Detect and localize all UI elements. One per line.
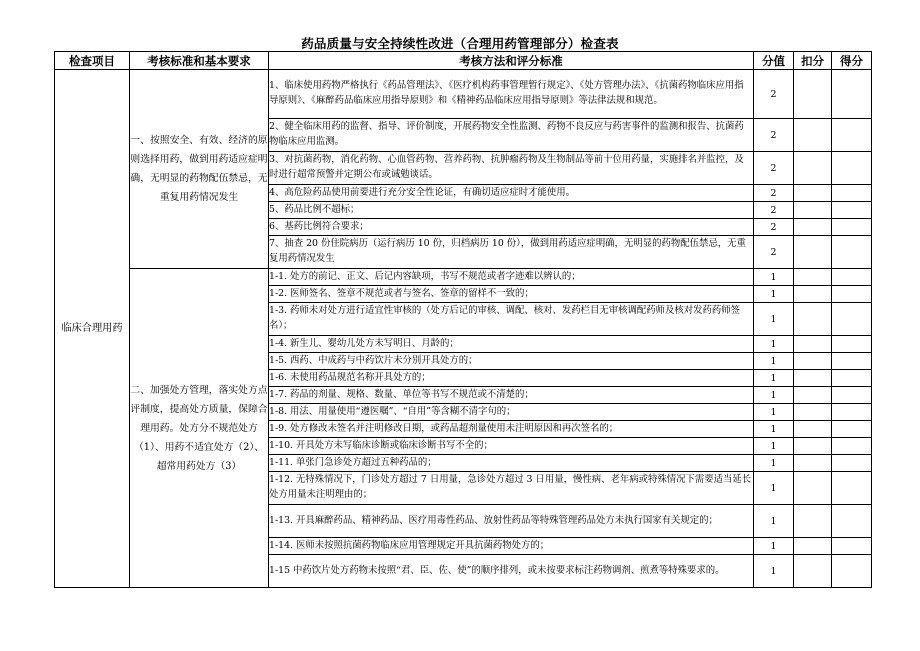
method-cell: 1-9. 处方修改未签名并注明修改日期，或药品超剂量使用未注明原因和再次签名的； (269, 421, 754, 438)
deduct-cell[interactable] (794, 219, 832, 236)
deduct-cell[interactable] (794, 303, 832, 336)
inspection-table (54, 51, 872, 588)
header-standard: 考核标准和基本要求 (130, 52, 269, 70)
deduct-cell[interactable] (794, 353, 832, 370)
standard-cell-1: 一、按照安全、有效、经济的原则选择用药，做到用药适应症明确，无明显的药物配伍禁忌，无重复用药情况发生 (130, 70, 269, 269)
result-cell[interactable] (832, 455, 872, 472)
score-cell: 2 (754, 152, 794, 185)
method-cell: 3、对抗菌药物，消化药物、心血管药物、营养药物、抗肿瘤药物及生物制品等前十位用药量，实施排名并监控，及时进行超常预警并定期公布或诫勉谈话。 (269, 152, 754, 185)
score-cell: 1 (754, 370, 794, 387)
method-cell: 1-6. 未使用药品规范名称开具处方的； (269, 370, 754, 387)
result-cell[interactable] (832, 185, 872, 202)
score-cell: 1 (754, 438, 794, 455)
score-cell: 2 (754, 219, 794, 236)
deduct-cell[interactable] (794, 185, 832, 202)
deduct-cell[interactable] (794, 438, 832, 455)
header-deduct: 扣分 (794, 52, 832, 70)
result-cell[interactable] (832, 555, 872, 588)
deduct-cell[interactable] (794, 370, 832, 387)
standard-cell-2: 二、加强处方管理，落实处方点评制度，提高处方质量，保障合理用药。处方分不规范处方（1）、用药不适宜处方（2）、超常用药处方（3） (130, 269, 269, 588)
result-cell[interactable] (832, 538, 872, 555)
result-cell[interactable] (832, 70, 872, 119)
method-cell: 1、临床使用药物严格执行《药品管理法》、《医疗机构药事管理暂行规定》、《处方管理办法》、《抗菌药物临床应用指导原则》、《麻醉药品临床应用指导原则》和《精神药品临床应用指导原则》等法律法规和规范。 (269, 70, 754, 119)
result-cell[interactable] (832, 472, 872, 505)
score-cell: 2 (754, 185, 794, 202)
result-cell[interactable] (832, 202, 872, 219)
score-cell: 1 (754, 303, 794, 336)
result-cell[interactable] (832, 438, 872, 455)
result-cell[interactable] (832, 336, 872, 353)
score-cell: 1 (754, 505, 794, 538)
header-method: 考核方法和评分标准 (269, 52, 754, 70)
result-cell[interactable] (832, 236, 872, 269)
score-cell: 1 (754, 472, 794, 505)
method-cell: 1-15 中药饮片处方药物未按照“君、臣、佐、使”的顺序排列，或未按要求标注药物调剂、煎煮等特殊要求的。 (269, 555, 754, 588)
method-cell: 1-8. 用法、用量使用“遵医嘱”、“自用”等含糊不清字句的； (269, 404, 754, 421)
header-row (55, 52, 872, 70)
method-cell: 1-10. 开具处方未写临床诊断或临床诊断书写不全的； (269, 438, 754, 455)
header-category: 检查项目 (55, 52, 130, 70)
result-cell[interactable] (832, 421, 872, 438)
score-cell: 1 (754, 269, 794, 286)
method-cell: 1-13. 开具麻醉药品、精神药品、医疗用毒性药品、放射性药品等特殊管理药品处方未执行国家有关规定的； (269, 505, 754, 538)
method-cell: 1-1. 处方的前记、正文、后记内容缺项，书写不规范或者字迹难以辨认的； (269, 269, 754, 286)
score-cell: 1 (754, 353, 794, 370)
method-cell: 1-14. 医师未按照抗菌药物临床应用管理规定开具抗菌药物处方的； (269, 538, 754, 555)
deduct-cell[interactable] (794, 269, 832, 286)
result-cell[interactable] (832, 387, 872, 404)
result-cell[interactable] (832, 404, 872, 421)
method-cell: 1-5. 西药、中成药与中药饮片未分别开具处方的； (269, 353, 754, 370)
method-cell: 1-4. 新生儿、婴幼儿处方未写明日、月龄的； (269, 336, 754, 353)
score-cell: 1 (754, 421, 794, 438)
deduct-cell[interactable] (794, 555, 832, 588)
deduct-cell[interactable] (794, 387, 832, 404)
deduct-cell[interactable] (794, 472, 832, 505)
result-cell[interactable] (832, 152, 872, 185)
deduct-cell[interactable] (794, 119, 832, 152)
score-cell: 1 (754, 336, 794, 353)
method-cell: 2、健全临床用药的监督、指导、评价制度，开展药物安全性监测、药物不良反应与药害事件的监测和报告、抗菌药物临床应用监测。 (269, 119, 754, 152)
deduct-cell[interactable] (794, 70, 832, 119)
page-title: 药品质量与安全持续性改进（合理用药管理部分）检查表 (301, 36, 619, 51)
score-cell: 2 (754, 236, 794, 269)
result-cell[interactable] (832, 119, 872, 152)
deduct-cell[interactable] (794, 404, 832, 421)
result-cell[interactable] (832, 505, 872, 538)
deduct-cell[interactable] (794, 455, 832, 472)
score-cell: 1 (754, 538, 794, 555)
method-cell: 1-11. 单张门急诊处方超过五种药品的； (269, 455, 754, 472)
method-cell: 7、抽查 20 份住院病历（运行病历 10 份，归档病历 10 份），做到用药适应症明确，无明显的药物配伍禁忌，无重复用药情况发生 (269, 236, 754, 269)
method-cell: 1-3. 药师未对处方进行适宜性审核的（处方后记的审核、调配、核对、发药栏目无审核调配药师及核对发药药师签名）； (269, 303, 754, 336)
deduct-cell[interactable] (794, 421, 832, 438)
method-cell: 1-12. 无特殊情况下，门诊处方超过 7 日用量，急诊处方超过 3 日用量，慢性病、老年病或特殊情况下需要适当延长处方用量未注明理由的； (269, 472, 754, 505)
score-cell: 1 (754, 387, 794, 404)
result-cell[interactable] (832, 353, 872, 370)
deduct-cell[interactable] (794, 152, 832, 185)
header-score: 分值 (754, 52, 794, 70)
deduct-cell[interactable] (794, 236, 832, 269)
category-cell: 临床合理用药 (55, 70, 130, 588)
score-cell: 1 (754, 555, 794, 588)
result-cell[interactable] (832, 286, 872, 303)
method-cell: 1-7. 药品的剂量、规格、数量、单位等书写不规范或不清楚的； (269, 387, 754, 404)
score-cell: 2 (754, 70, 794, 119)
method-cell: 1-2. 医师签名、签章不规范或者与签名、签章的留样不一致的； (269, 286, 754, 303)
score-cell: 1 (754, 286, 794, 303)
deduct-cell[interactable] (794, 505, 832, 538)
result-cell[interactable] (832, 219, 872, 236)
deduct-cell[interactable] (794, 286, 832, 303)
score-cell: 2 (754, 202, 794, 219)
deduct-cell[interactable] (794, 202, 832, 219)
deduct-cell[interactable] (794, 538, 832, 555)
table-row (55, 70, 872, 119)
score-cell: 1 (754, 404, 794, 421)
result-cell[interactable] (832, 370, 872, 387)
method-cell: 6、基药比例符合要求； (269, 219, 754, 236)
table-row (55, 269, 872, 286)
method-cell: 4、高危险药品使用前要进行充分安全性论证，有确切适应症时才能使用。 (269, 185, 754, 202)
score-cell: 2 (754, 119, 794, 152)
deduct-cell[interactable] (794, 336, 832, 353)
method-cell: 5、药品比例不超标； (269, 202, 754, 219)
score-cell: 1 (754, 455, 794, 472)
result-cell[interactable] (832, 269, 872, 286)
header-result: 得分 (832, 52, 872, 70)
result-cell[interactable] (832, 303, 872, 336)
